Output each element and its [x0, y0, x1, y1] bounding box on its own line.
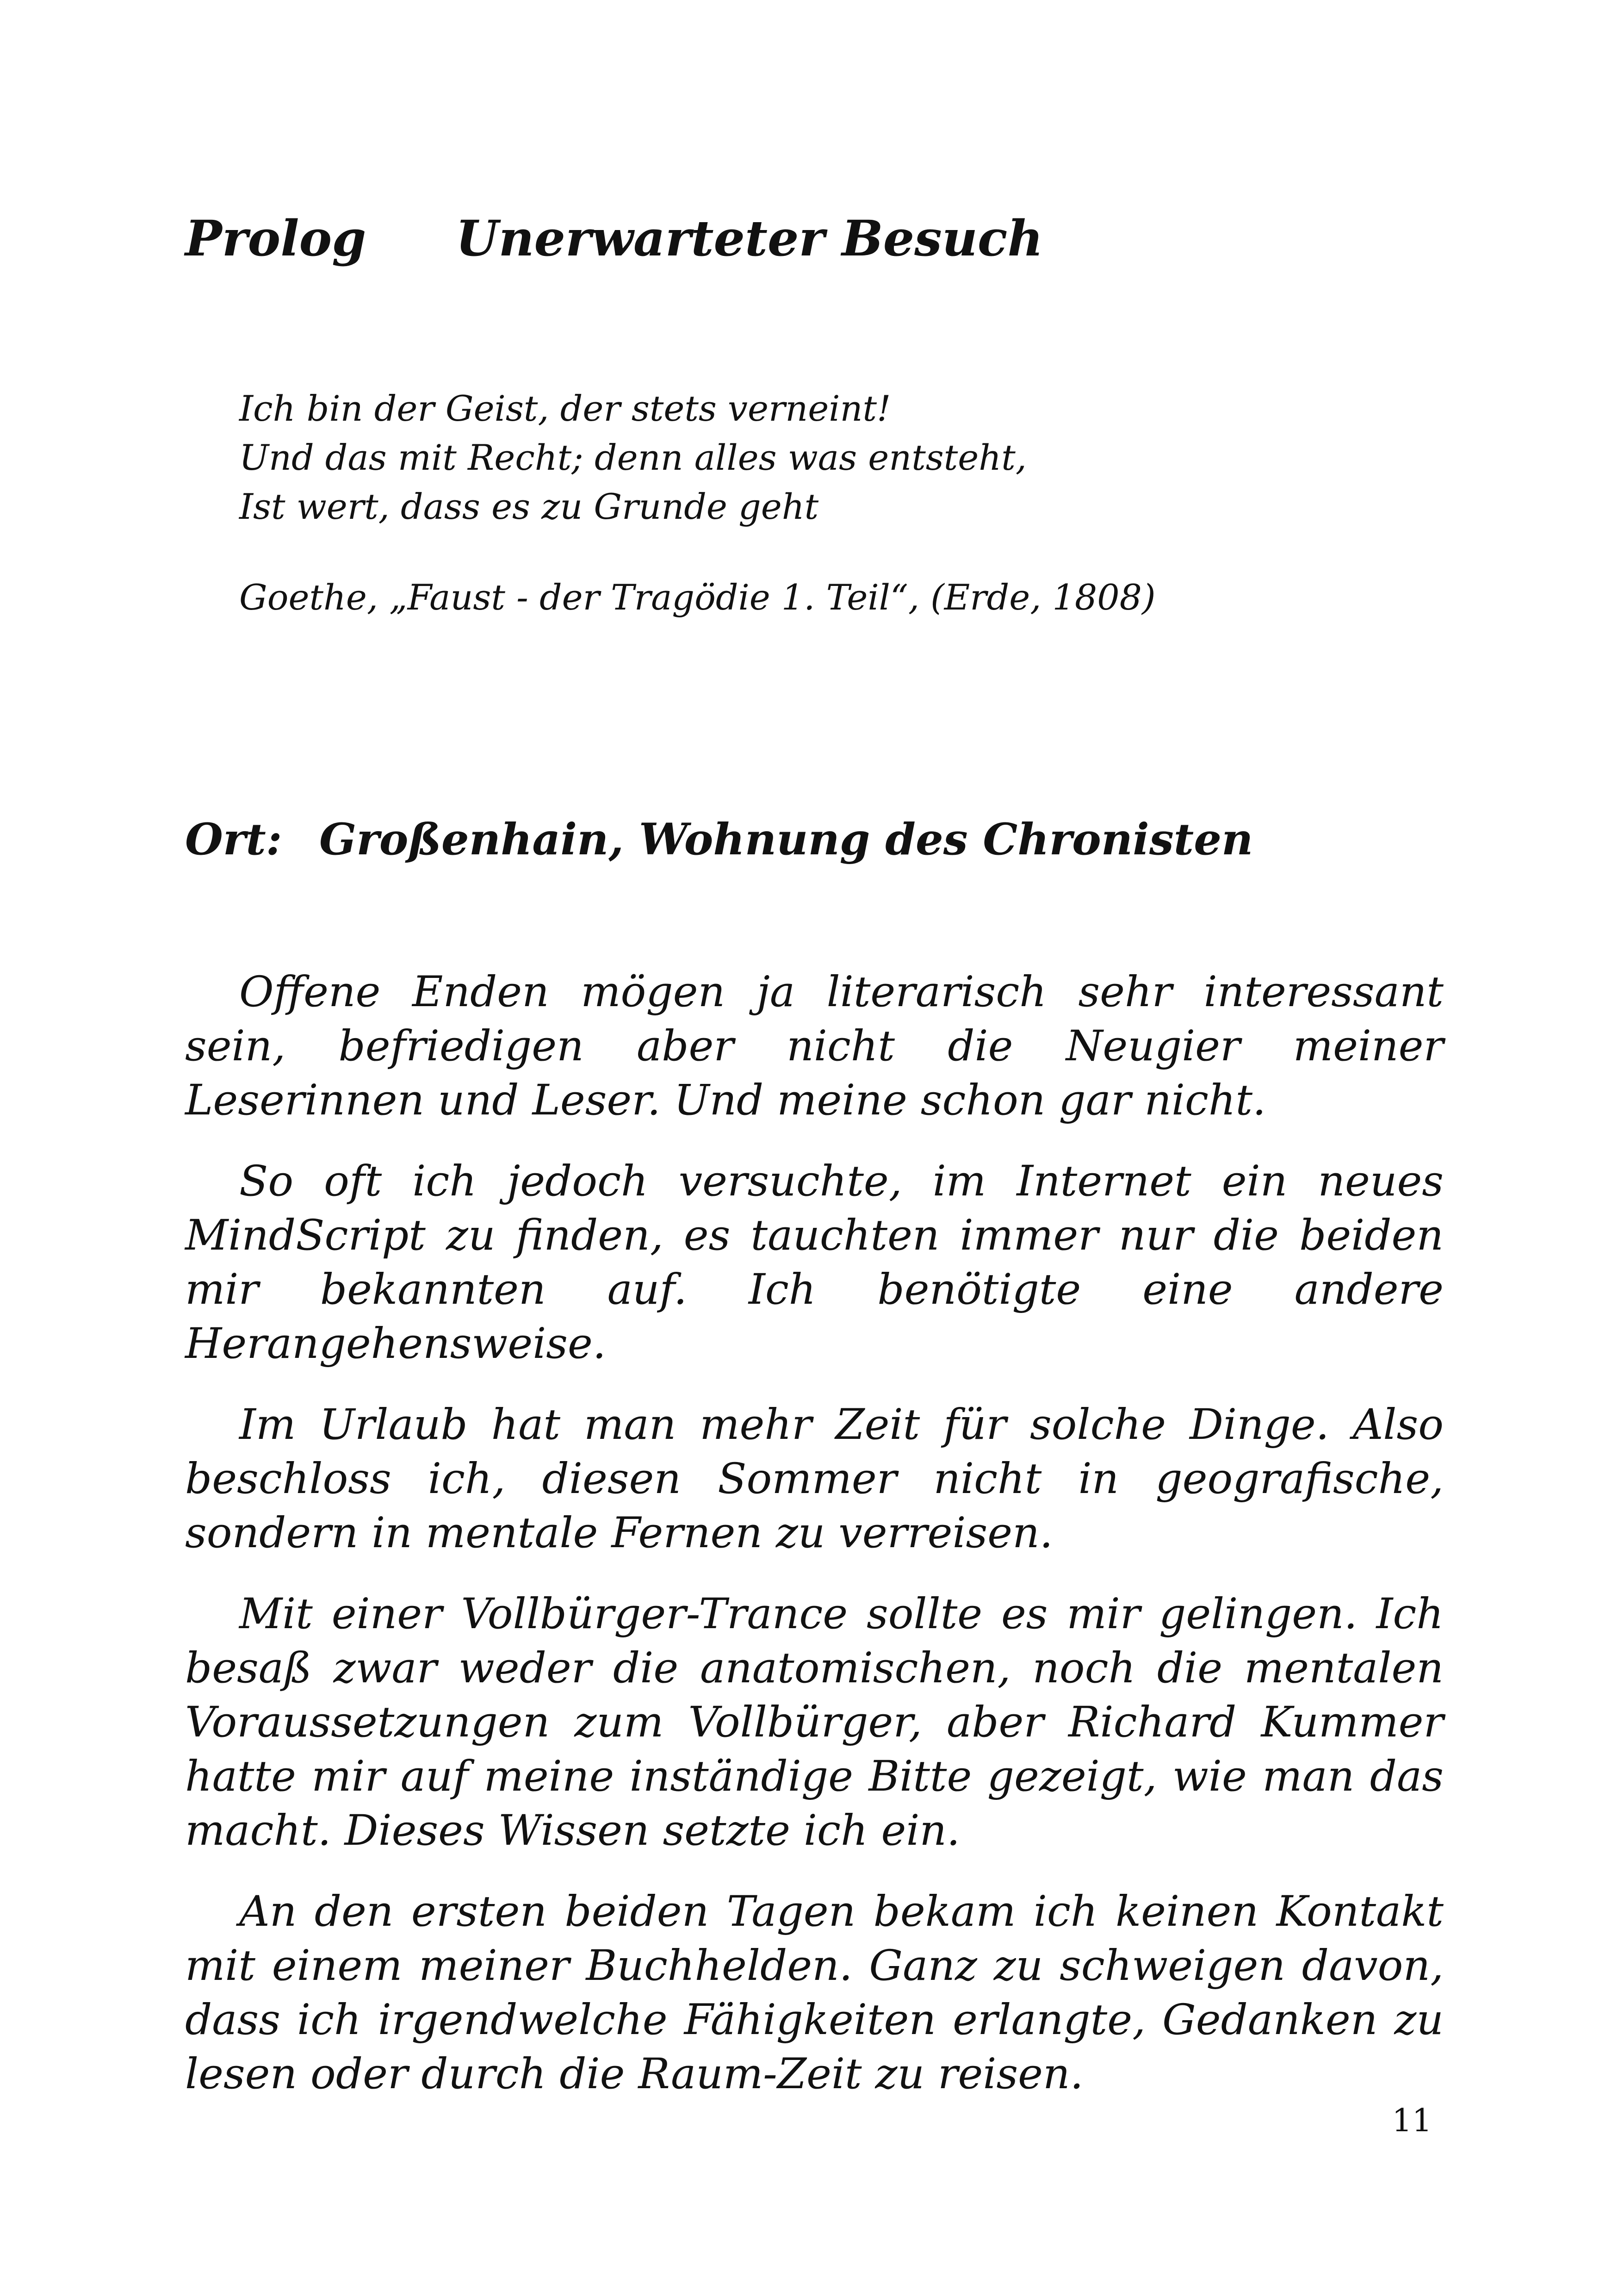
paragraph: Offene Enden mögen ja literarisch sehr interessant sein, befriedigen aber nicht die Neugier meiner Leserinnen und Leser. Und meine schon gar nicht. — [185, 968, 1444, 1125]
location-label: Ort: — [185, 814, 282, 865]
chapter-title: Unerwarteter Besuch — [456, 209, 1043, 267]
page-number: 11 — [1392, 2103, 1432, 2139]
paragraph: So oft ich jedoch versuchte, im Internet ein neues MindScript zu finden, es tauchten immer nur die beiden mir bekannten auf. Ich benötigte eine andere Herangehensweise. — [185, 1157, 1444, 1368]
chapter-heading — [185, 208, 1043, 268]
location-heading — [185, 811, 1253, 868]
paragraph: Im Urlaub hat man mehr Zeit für solche Dinge. Also beschloss ich, diesen Sommer nicht in geografische, sondern in mentale Fernen zu verreisen. — [185, 1400, 1444, 1557]
paragraph: An den ersten beiden Tagen bekam ich keinen Kontakt mit einem meiner Buchhelden. Ganz zu schweigen davon, dass ich irgendwelche Fähigkeiten erlangte, Gedanken zu lesen oder durch die Raum-Zeit zu reisen. — [185, 1887, 1444, 2098]
motto-line: Ist wert, dass es zu Grunde geht — [239, 486, 819, 527]
chapter-label: Prolog — [185, 209, 366, 267]
motto-line: Und das mit Recht; denn alles was entsteht, — [239, 437, 1027, 478]
motto-line: Ich bin der Geist, der stets verneint! — [239, 388, 891, 429]
location-title: Großenhain, Wohnung des Chronisten — [319, 814, 1253, 865]
paragraph: Mit einer Vollbürger-Trance sollte es mir gelingen. Ich besaß zwar weder die anatomischen, noch die mentalen Voraussetzungen zum Vollbürger, aber Richard Kummer hatte mir auf meine inständige Bitte gezeigt, wie man das macht. Dieses Wissen setzte ich ein. — [185, 1590, 1444, 1855]
motto-attribution: Goethe, „Faust - der Tragödie 1. Teil“, (Erde, 1808) — [239, 577, 1156, 618]
motto-quote — [239, 384, 1027, 531]
body-text — [185, 965, 1444, 2128]
